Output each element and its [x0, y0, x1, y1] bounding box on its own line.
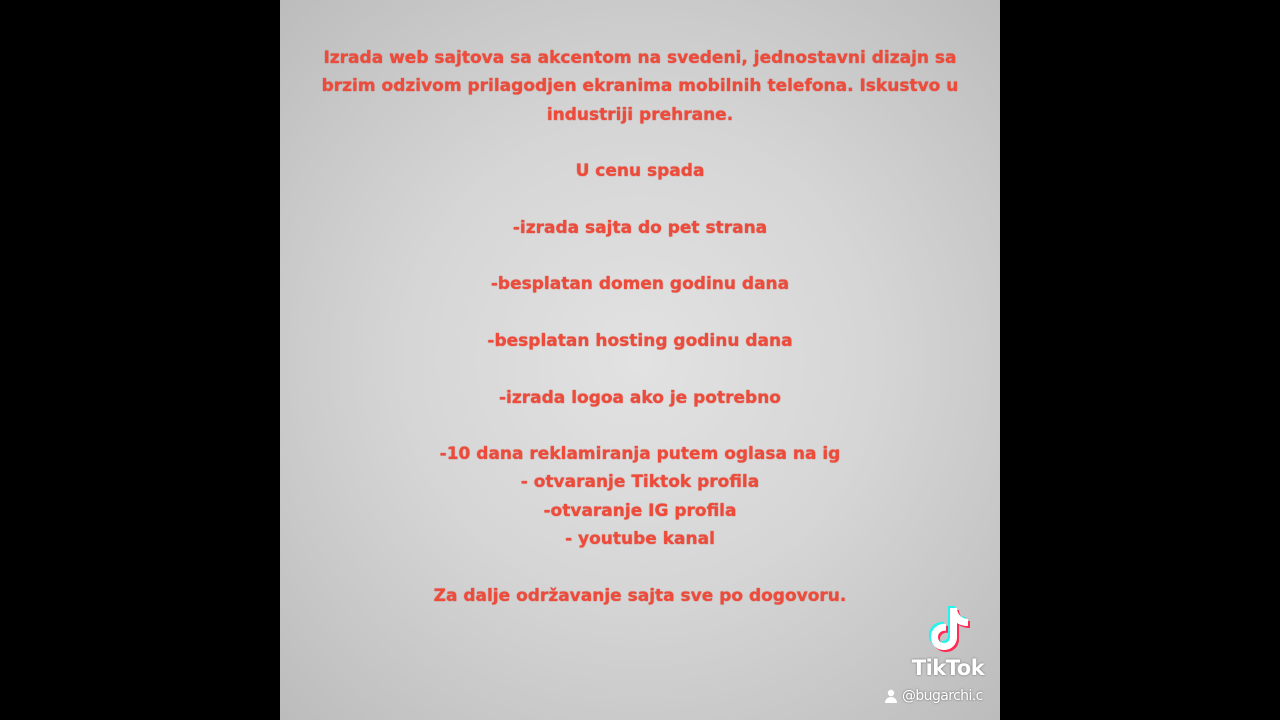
user-icon: [884, 689, 898, 703]
tiktok-brand: TikTok: [911, 656, 985, 680]
list-item: -besplatan hosting godinu dana: [487, 330, 793, 351]
list-item: -besplatan domen godinu dana: [490, 274, 790, 295]
username-text: @bugarchi.c: [902, 688, 983, 704]
intro-line: Izrada web sajtova sa akcentom na svedeni, jednostavni dizajn sa: [323, 48, 957, 68]
price-heading: U cenu spada: [575, 161, 705, 182]
list-item: -otvaranje IG profila: [543, 500, 737, 521]
list-item: -izrada sajta do pet strana: [512, 217, 768, 238]
slide-panel: [280, 0, 1000, 720]
slide-text: [280, 44, 1000, 610]
closing-line: Za dalje održavanje sajta sve po dogovoru.: [433, 585, 847, 606]
list-item: -10 dana reklamiranja putem oglasa na ig: [439, 444, 841, 465]
list-item: - youtube kanal: [565, 529, 715, 550]
tiktok-note-icon: [926, 602, 976, 656]
intro-line: brzim odzivom prilagodjen ekranima mobilnih telefona. Iskustvo u: [321, 76, 959, 97]
list-item: -izrada logoa ako je potrebno: [499, 387, 781, 408]
tiktok-watermark: [900, 600, 1000, 720]
intro-line: industriji prehrane.: [546, 104, 734, 125]
list-item: - otvaranje Tiktok profila: [520, 472, 760, 493]
tiktok-username: [884, 688, 996, 710]
